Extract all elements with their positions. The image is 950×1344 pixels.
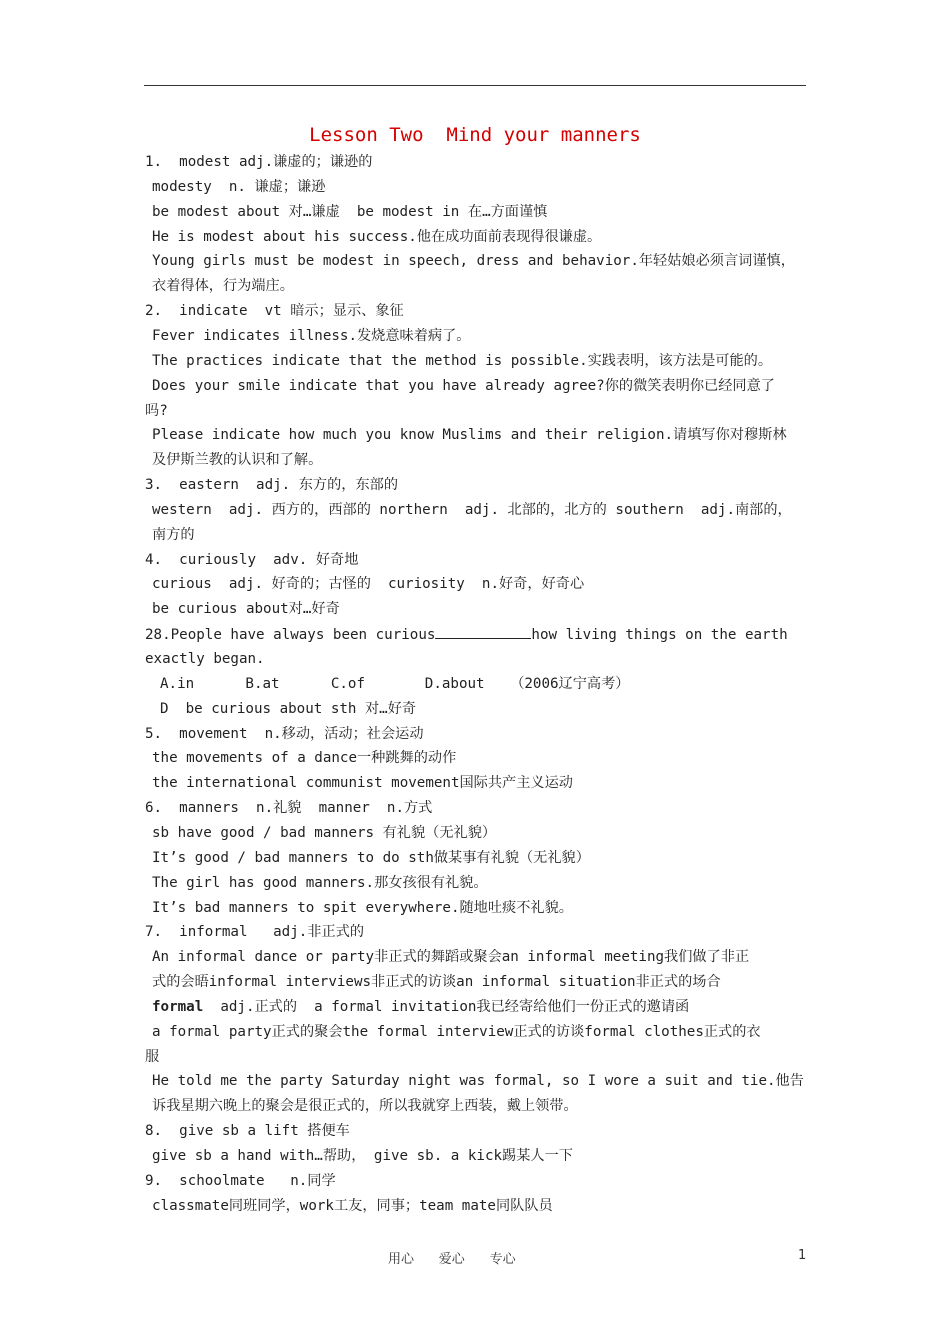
text-segment: the movements of a dance一种跳舞的动作 — [152, 750, 457, 767]
text-line — [145, 1047, 159, 1067]
text-segment: be curious about对…好奇 — [152, 601, 340, 618]
text-line — [160, 674, 630, 694]
text-line — [152, 773, 573, 793]
text-line — [145, 798, 432, 818]
text-line — [152, 376, 775, 396]
text-line — [152, 227, 601, 247]
text-segment: formal — [152, 998, 204, 1015]
text-line — [152, 202, 547, 222]
page-footer — [0, 1248, 950, 1270]
text-line — [152, 873, 488, 893]
text-segment: It’s good / bad manners to do sth做某事有礼貌（无礼貌） — [152, 849, 590, 866]
text-segment: the international communist movement国际共产主义运动 — [152, 775, 573, 792]
header-rule — [144, 85, 806, 86]
footer-motto: 用心 爱心 专心 — [388, 1252, 516, 1267]
text-segment: 南方的 — [152, 526, 195, 543]
text-segment: Does your smile indicate that you have already agree?你的微笑表明你已经同意了 — [152, 377, 775, 394]
text-segment: 2. indicate vt 暗示；显示、象征 — [145, 303, 404, 320]
text-segment: 8. give sb a lift 搭便车 — [145, 1123, 350, 1140]
text-segment: modesty n. 谦虚；谦逊 — [152, 178, 326, 195]
text-line — [152, 425, 787, 445]
text-line — [152, 972, 721, 992]
text-line — [152, 177, 325, 197]
text-segment: how living things on the earth — [531, 627, 788, 644]
text-line — [152, 898, 573, 918]
text-segment: 5. movement n.移动，活动；社会运动 — [145, 725, 424, 742]
text-segment: The girl has good manners.那女孩很有礼貌。 — [152, 874, 488, 891]
text-line — [145, 724, 424, 744]
text-line — [152, 525, 195, 545]
text-line — [152, 748, 456, 768]
text-segment: 式的会晤informal interviews非正式的访谈an informal situation非正式的场合 — [152, 974, 721, 991]
text-line — [152, 599, 340, 619]
text-line — [145, 475, 398, 495]
text-line — [152, 1146, 573, 1166]
text-line — [152, 1022, 761, 1042]
text-line — [145, 649, 265, 669]
text-segment: He told me the party Saturday night was formal, so I wore a suit and tie.他告 — [152, 1073, 804, 1090]
text-line — [145, 1171, 336, 1191]
text-segment: 28.People have always been curious — [145, 627, 436, 644]
text-segment: sb have good / bad manners 有礼貌（无礼貌） — [152, 824, 497, 841]
text-segment: curious adj. 好奇的；古怪的 curiosity n.好奇，好奇心 — [152, 576, 585, 593]
text-line — [152, 326, 471, 346]
text-line — [152, 947, 749, 967]
text-segment: A.in B.at C.of D.about （2006辽宁高考） — [160, 675, 630, 692]
text-segment: 吗? — [145, 402, 168, 419]
text-line — [145, 624, 788, 645]
text-segment: western adj. 西方的，西部的 northern adj. 北部的，北方的 southern adj.南部的， — [152, 501, 792, 518]
text-segment: exactly began. — [145, 651, 265, 667]
text-segment: 7. informal adj.非正式的 — [145, 924, 365, 941]
text-line — [152, 450, 322, 470]
text-line — [145, 1121, 350, 1141]
text-line — [145, 401, 168, 421]
page-title: Lesson Two Mind your manners — [309, 124, 641, 146]
text-line — [152, 1071, 804, 1091]
text-segment: Young girls must be modest in speech, dress and behavior.年轻姑娘必须言词谨慎， — [152, 253, 795, 270]
text-line — [152, 997, 689, 1017]
text-line — [160, 699, 416, 719]
text-segment: 4. curiously adv. 好奇地 — [145, 551, 359, 568]
text-segment: 衣着得体，行为端庄。 — [152, 278, 294, 295]
text-line — [152, 500, 792, 520]
text-line — [152, 1196, 553, 1216]
text-segment: An informal dance or party非正式的舞蹈或聚会an informal meeting我们做了非正 — [152, 949, 750, 966]
text-segment: adj.正式的 a formal invitation我已经寄给他们一份正式的邀请函 — [203, 998, 690, 1015]
text-segment: 诉我星期六晚上的聚会是很正式的，所以我就穿上西装，戴上领带。 — [152, 1098, 578, 1115]
text-line — [152, 1096, 578, 1116]
text-line — [152, 823, 496, 843]
text-segment: The practices indicate that the method is possible.实践表明，该方法是可能的。 — [152, 352, 773, 369]
fill-in-blank — [435, 624, 531, 639]
text-segment: Please indicate how much you know Muslims and their religion.请填写你对穆斯林 — [152, 427, 787, 444]
text-line — [145, 922, 364, 942]
text-line — [152, 848, 590, 868]
text-line — [152, 276, 294, 296]
text-segment: a formal party正式的聚会the formal interview正式的访谈formal clothes正式的衣 — [152, 1023, 761, 1040]
text-segment: It’s bad manners to spit everywhere.随地吐痰不礼貌。 — [152, 899, 573, 916]
text-line — [152, 351, 772, 371]
text-line — [152, 251, 795, 271]
text-line — [145, 301, 404, 321]
text-segment: 1. modest adj.谦虚的；谦逊的 — [145, 154, 373, 170]
text-line — [145, 152, 372, 172]
text-segment: 6. manners n.礼貌 manner n.方式 — [145, 800, 433, 817]
text-segment: D be curious about sth 对…好奇 — [160, 700, 417, 717]
text-segment: be modest about 对…谦虚 be modest in 在…方面谨慎 — [152, 203, 548, 220]
text-segment: Fever indicates illness.发烧意味着病了。 — [152, 327, 471, 344]
text-segment: 9. schoolmate n.同学 — [145, 1172, 336, 1189]
text-line — [145, 550, 358, 570]
text-line — [152, 574, 584, 594]
text-segment: classmate同班同学，work工友，同事；team mate同队队员 — [152, 1197, 553, 1214]
page-number: 1 — [798, 1248, 807, 1263]
text-segment: 3. eastern adj. 东方的，东部的 — [145, 477, 399, 494]
text-segment: give sb a hand with…帮助， give sb. a kick踢某人一下 — [152, 1148, 573, 1164]
text-segment: 服 — [145, 1048, 160, 1065]
text-segment: He is modest about his success.他在成功面前表现得很谦虚。 — [152, 228, 602, 245]
text-segment: 及伊斯兰教的认识和了解。 — [152, 452, 323, 469]
